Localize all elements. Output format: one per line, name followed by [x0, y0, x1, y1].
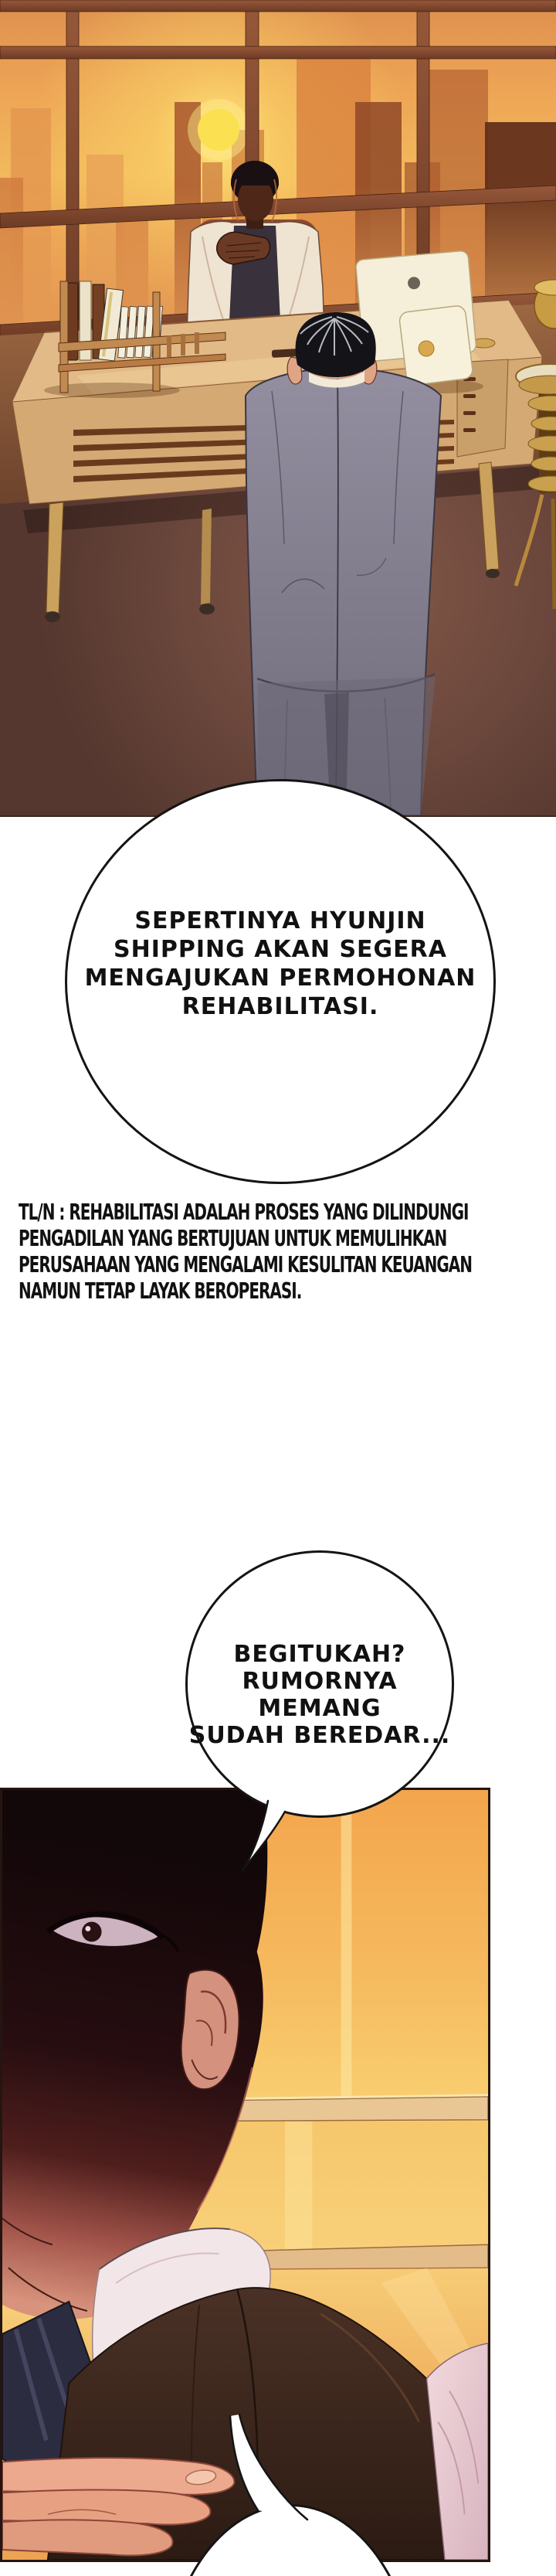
speech-bubble-1: [65, 779, 496, 1184]
speech-bubble-3-tail: [222, 2405, 315, 2521]
translator-note: [19, 1199, 534, 1304]
translator-note-line: PERUSAHAAN YANG MENGALAMI KESULITAN KEUANGAN: [19, 1251, 473, 1278]
sun: [188, 99, 249, 161]
bubble-line: MENGAJUKAN PERMOHONAN: [84, 965, 476, 992]
panel-office: [0, 0, 556, 817]
bowing-man: [246, 312, 441, 815]
bubble-line: RUMORNYA MEMANG: [242, 1668, 398, 1722]
bubble-line: SEPERTINYA HYUNJIN: [134, 907, 426, 934]
speech-bubble-2-tail: [232, 1790, 293, 1883]
speech-bubble-2: [185, 1550, 454, 1818]
speech-bubble-1-text: [67, 907, 493, 1021]
speech-bubble-2-text: [188, 1641, 452, 1749]
office-panel-art: [0, 0, 556, 815]
bubble-line: REHABILITASI.: [181, 993, 379, 1020]
translator-note-line: NAMUN TETAP LAYAK BEROPERASI.: [19, 1278, 302, 1305]
bubble-line: SHIPPING AKAN SEGERA: [114, 936, 447, 963]
bubble-line: SUDAH BEREDAR...: [188, 1722, 451, 1749]
translator-note-line: TL/N : REHABILITASI ADALAH PROSES YANG DILINDUNGI: [19, 1199, 469, 1226]
bubble-line: BEGITUKAH?: [233, 1641, 406, 1668]
translator-note-line: PENGADILAN YANG BERTUJUAN UNTUK MEMULIHKAN: [19, 1225, 447, 1252]
